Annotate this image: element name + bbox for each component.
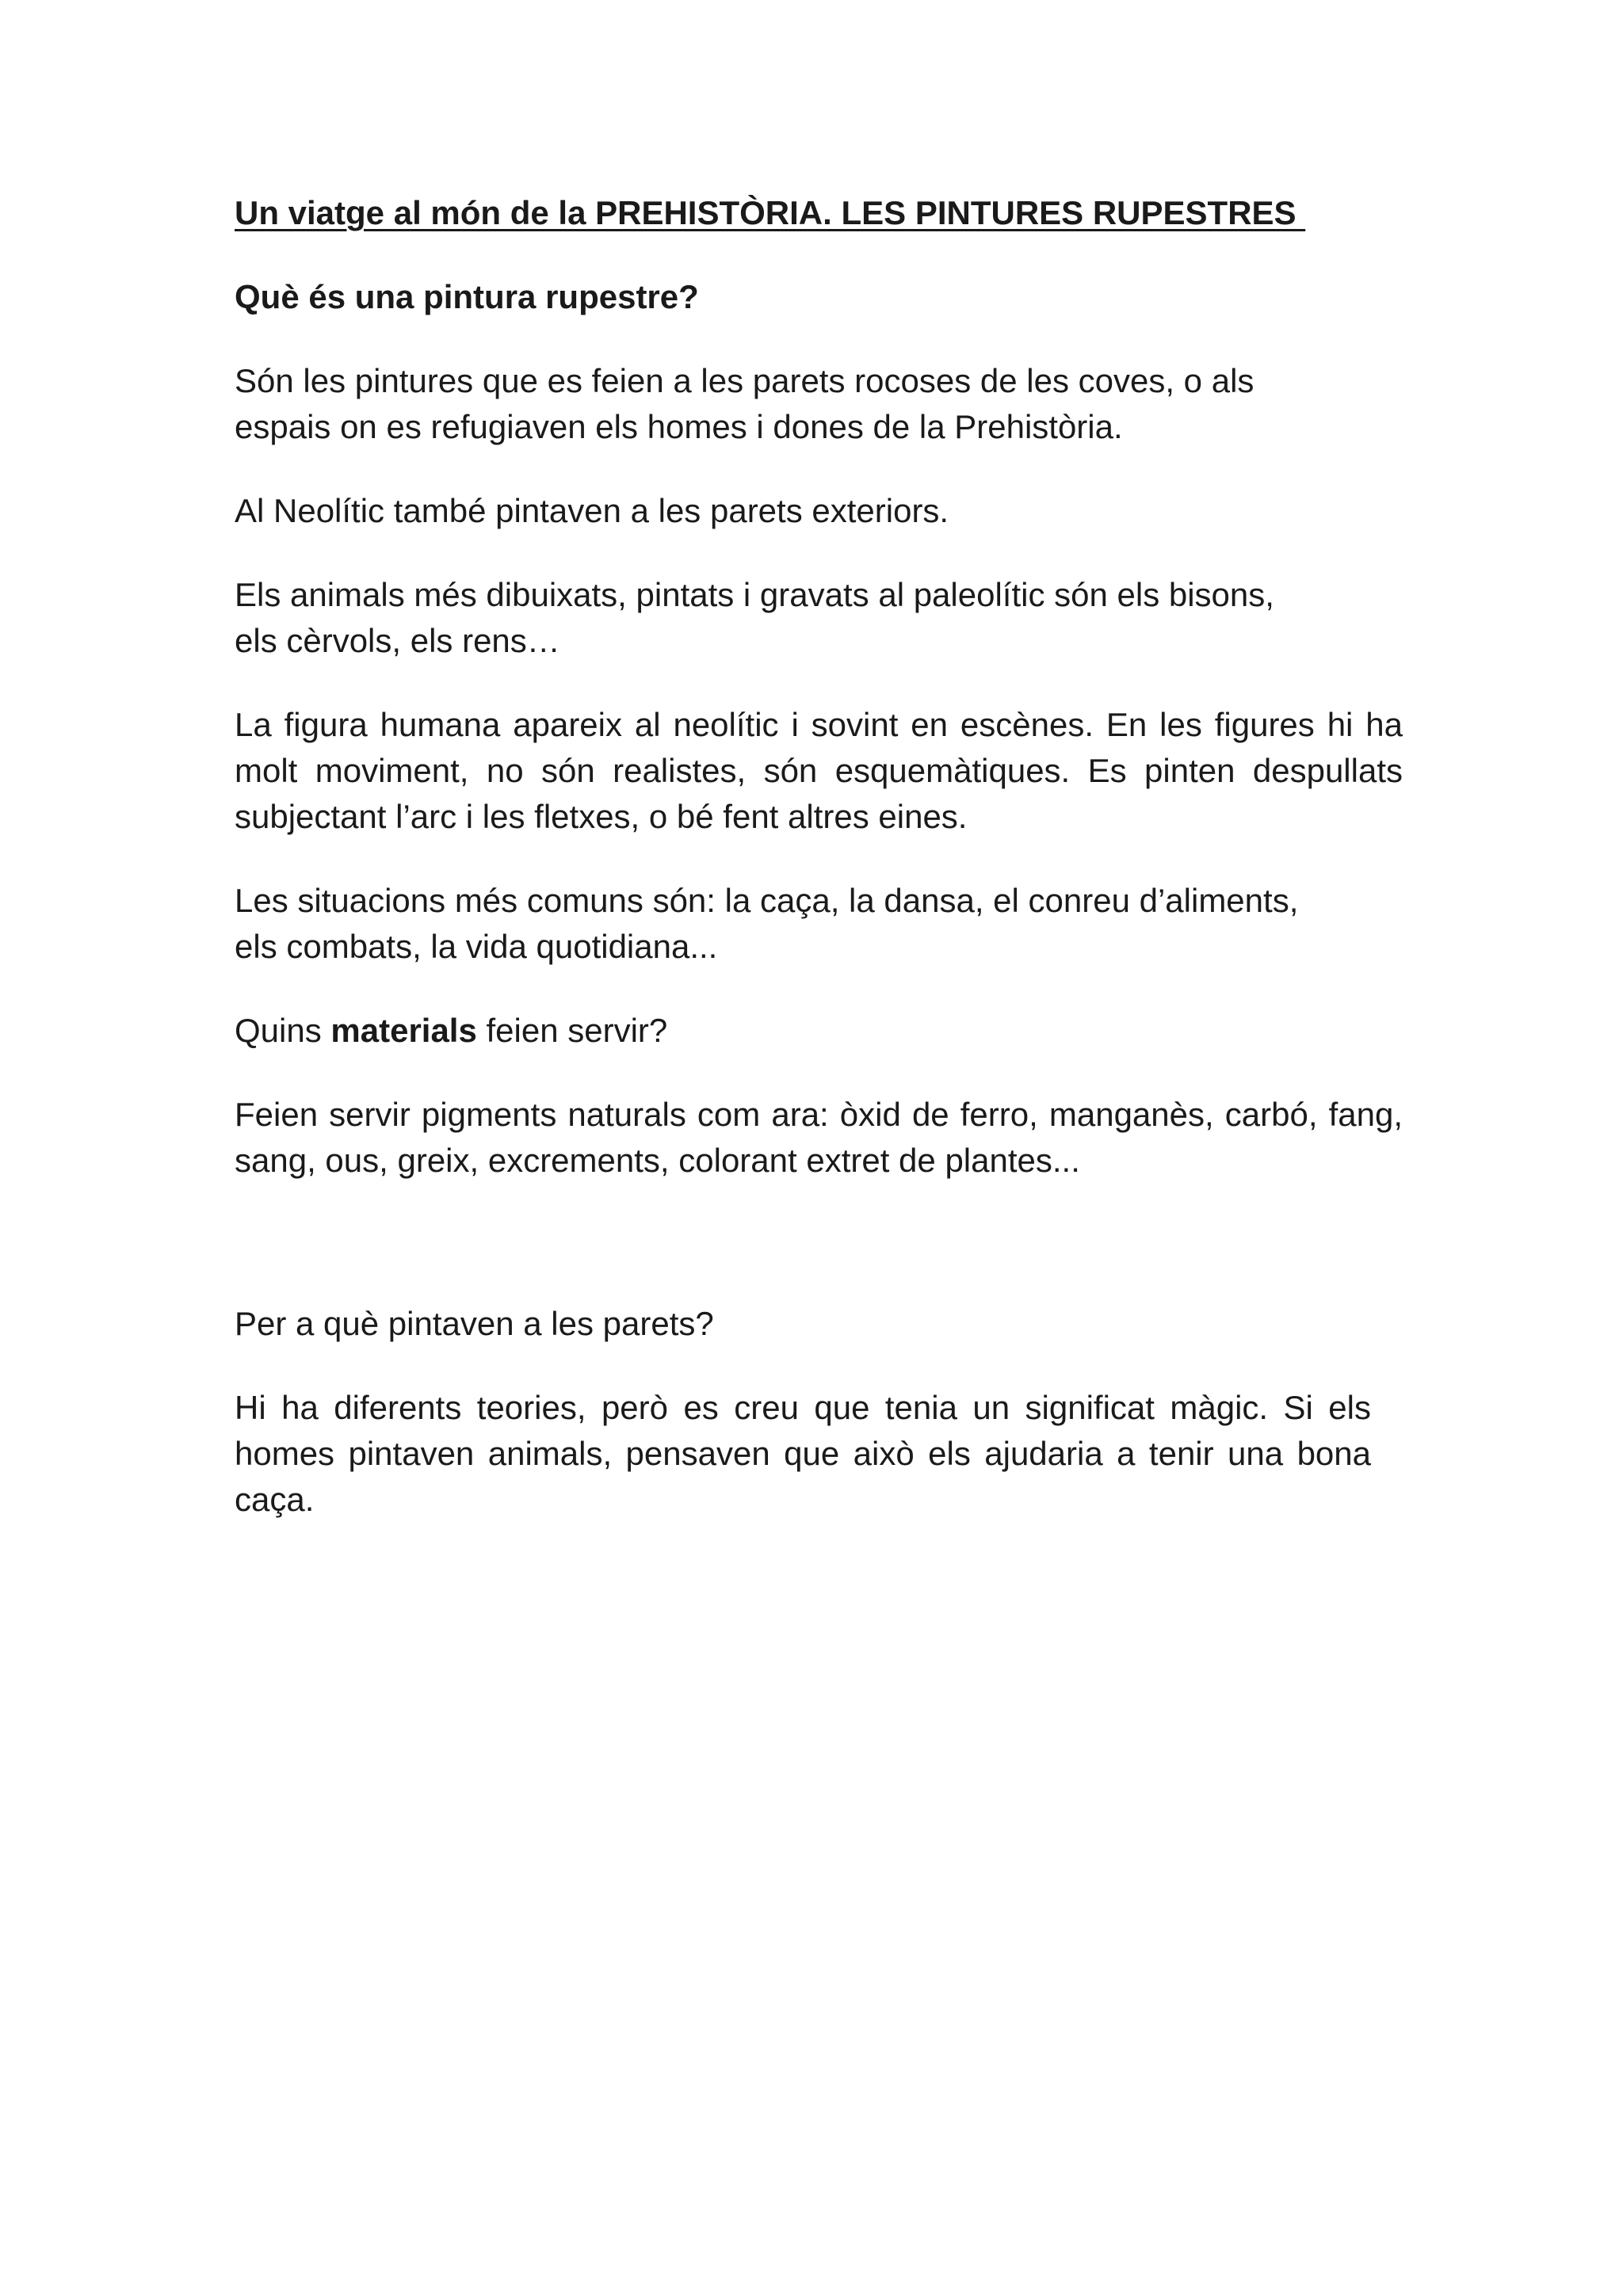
paragraph-theories: Hi ha diferents teories, però es creu que tenia un significat màgic. Si els homes pintaven animals, pensaven que això els ajudaria a tenir una bona caça. xyxy=(235,1389,1371,1518)
paragraph-neolithic: Al Neolític també pintaven a les parets exteriors. xyxy=(235,492,949,529)
paragraph-animals xyxy=(235,572,1403,664)
paragraph-line: els combats, la vida quotidiana... xyxy=(235,928,718,965)
document-title: Un viatge al món de la PREHISTÒRIA. LES PINTURES RUPESTRES xyxy=(235,194,1306,231)
paragraph-line: espais on es refugiaven els homes i dones de la Prehistòria. xyxy=(235,408,1123,445)
paragraph-line: Els animals més dibuixats, pintats i gravats al paleolític són els bisons, xyxy=(235,576,1274,613)
paragraph-situations xyxy=(235,878,1403,970)
question-text: feien servir? xyxy=(476,1012,668,1049)
question-bold-word: materials xyxy=(330,1012,477,1049)
question-why-paint: Per a què pintaven a les parets? xyxy=(235,1305,714,1342)
question-materials xyxy=(235,1008,1403,1054)
paragraph-line: Són les pintures que es feien a les parets rocoses de les coves, o als xyxy=(235,362,1254,399)
paragraph-line: Les situacions més comuns són: la caça, la dansa, el conreu d’aliments, xyxy=(235,882,1299,919)
paragraph-pigments: Feien servir pigments naturals com ara: òxid de ferro, manganès, carbó, fang, sang, ous, greix, excrements, colorant extret de plantes... xyxy=(235,1096,1403,1179)
document-body xyxy=(235,190,1403,1561)
paragraph-line: els cèrvols, els rens… xyxy=(235,622,560,659)
paragraph-human-figure: La figura humana apareix al neolític i sovint en escènes. En les figures hi ha molt moviment, no són realistes, són esquemàtiques. Es pinten despullats subjectant l’arc i les fletxes, o bé fent altres eines. xyxy=(235,706,1403,835)
question-text: Quins xyxy=(235,1012,331,1049)
paragraph-definition xyxy=(235,358,1403,450)
question-heading-what-is: Què és una pintura rupestre? xyxy=(235,278,699,315)
